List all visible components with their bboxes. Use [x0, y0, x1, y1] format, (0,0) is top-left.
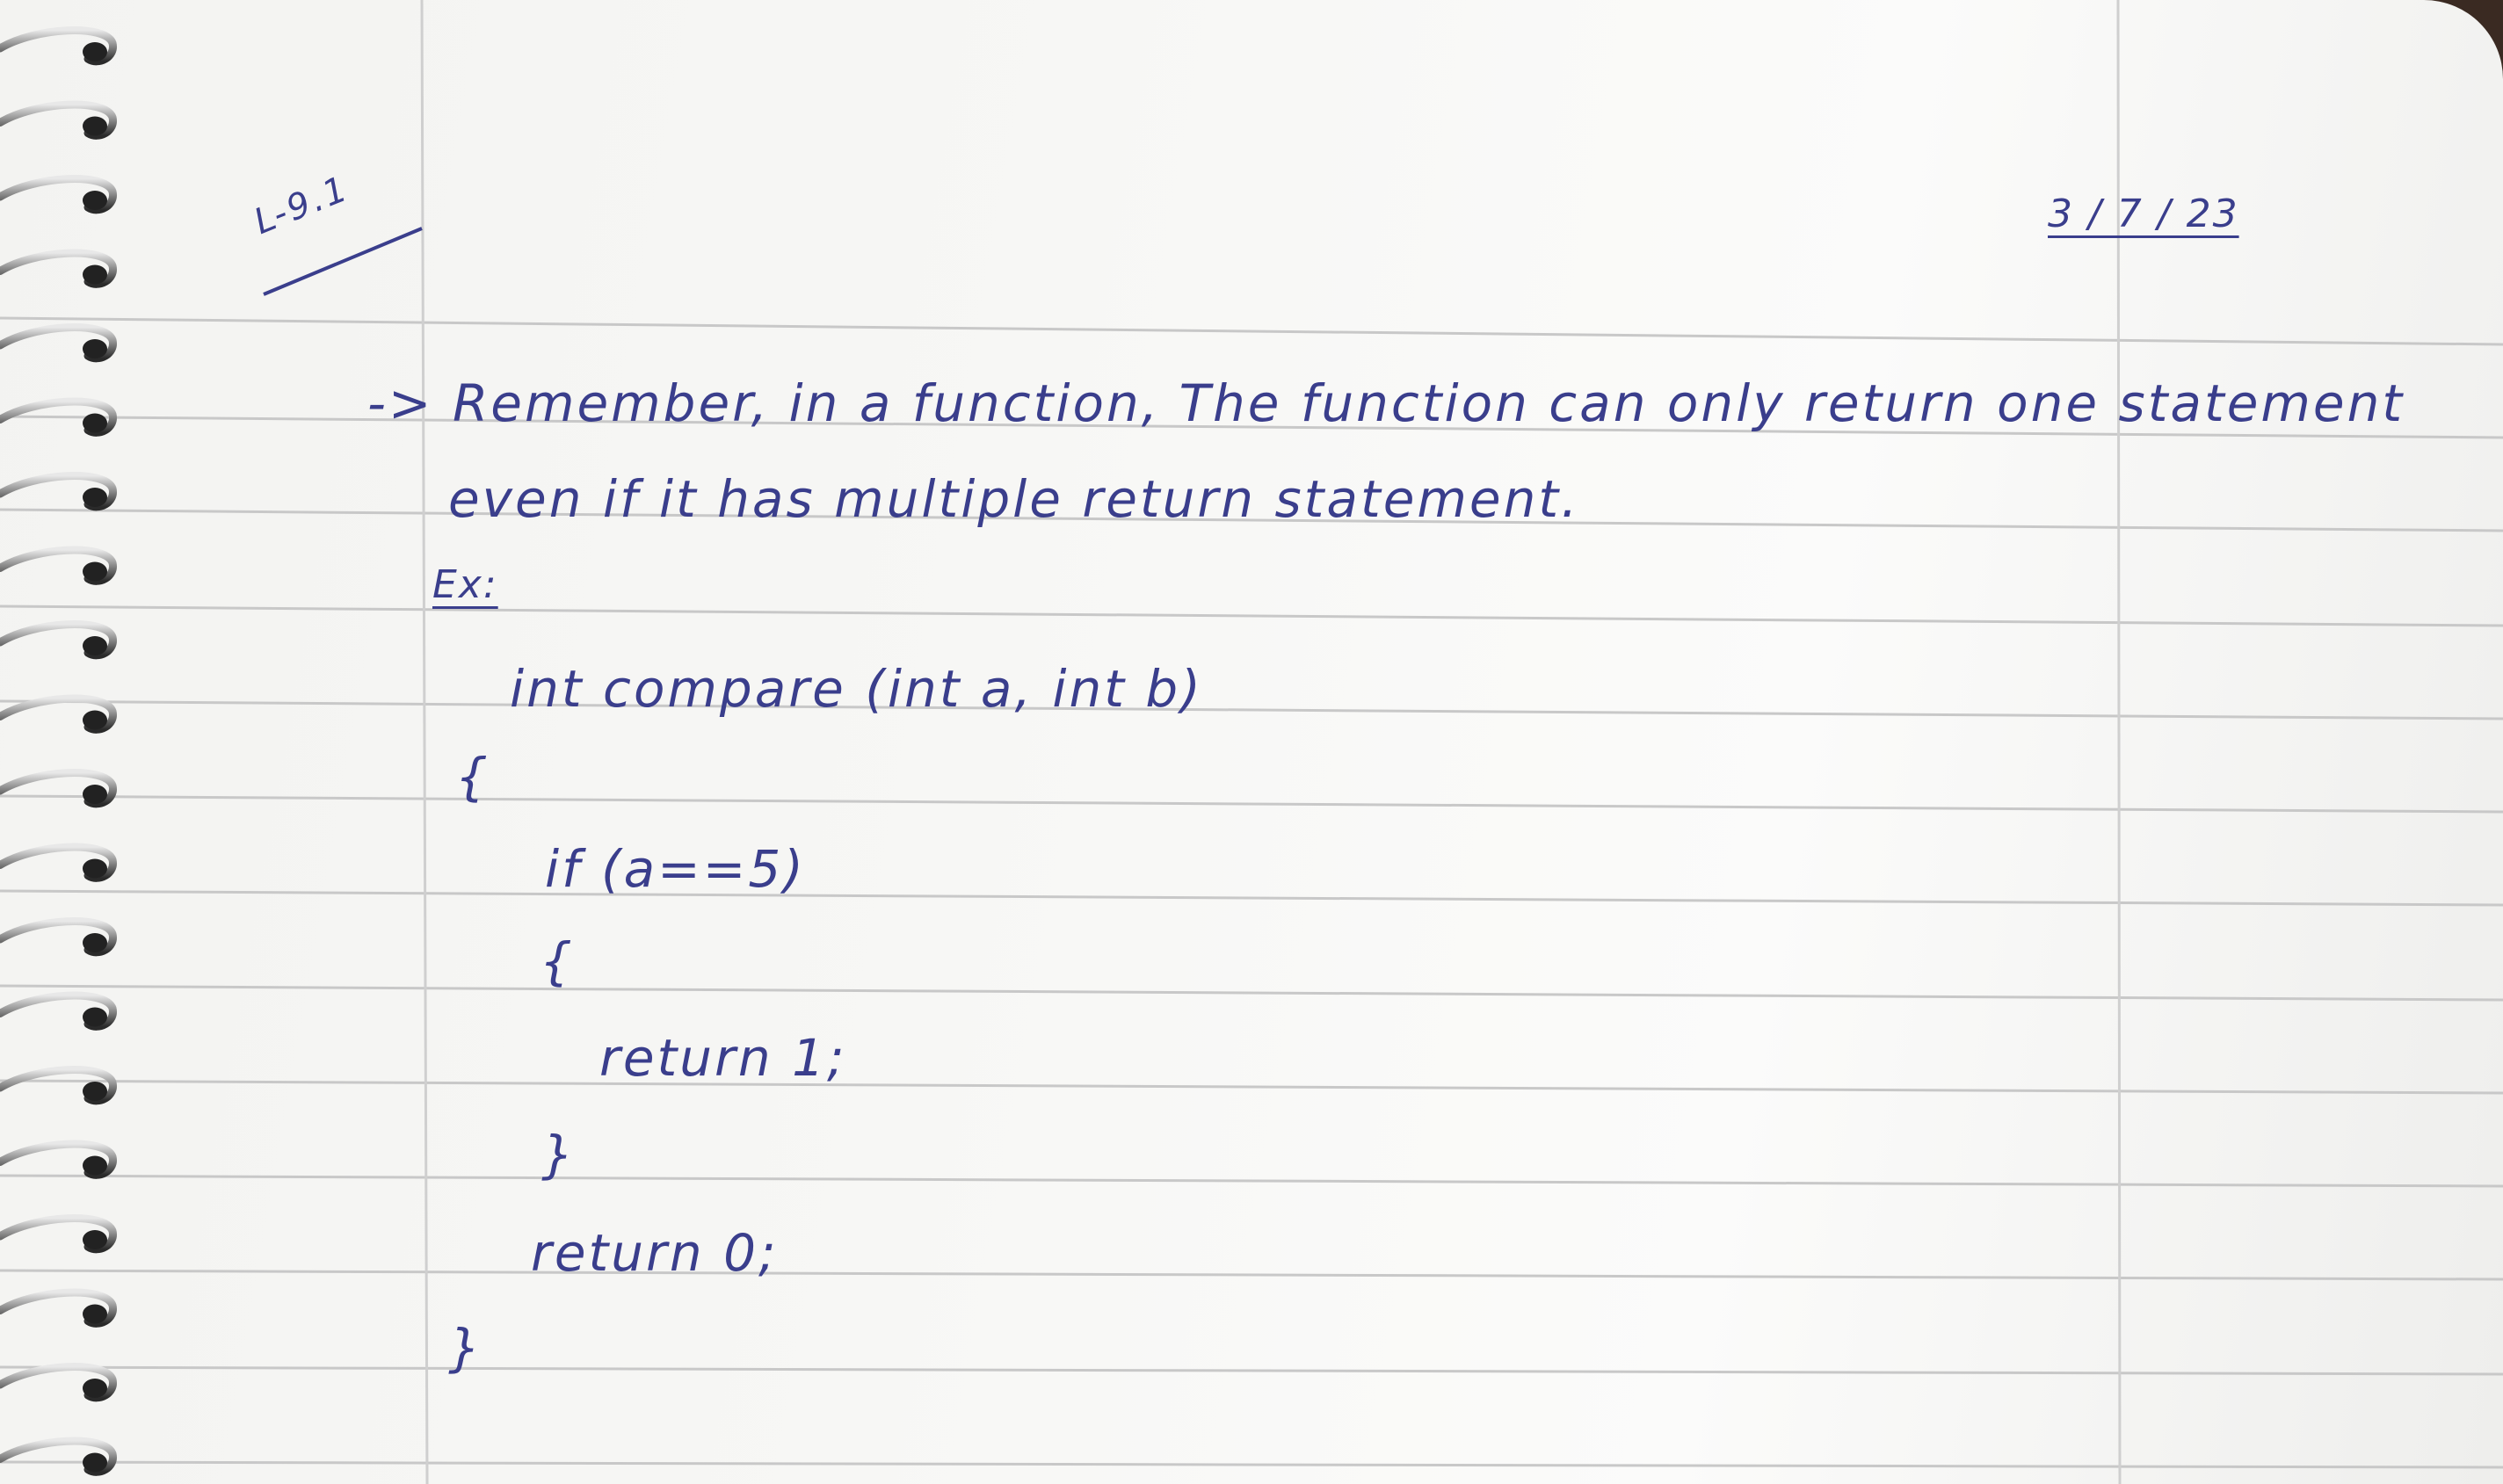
binding-hole	[83, 1156, 107, 1176]
binding-hole	[83, 933, 107, 952]
code-line: }	[541, 1125, 577, 1184]
binding-hole	[83, 562, 107, 582]
binding-hole	[83, 1453, 107, 1473]
binding-hole	[83, 1379, 107, 1398]
note-line-2: even if it has multiple return statement.	[448, 469, 1580, 529]
code-line: return 1;	[599, 1028, 847, 1088]
code-line: {	[455, 747, 490, 807]
reference-underline	[255, 220, 431, 308]
binding-hole	[83, 414, 107, 433]
binding-hole	[83, 636, 107, 655]
binding-hole	[83, 117, 107, 136]
binding-hole	[83, 339, 107, 358]
binding-hole	[83, 1008, 107, 1027]
code-line: return 0;	[531, 1223, 779, 1283]
date: 3 / 7 / 23	[2048, 192, 2239, 236]
binding-hole	[83, 1082, 107, 1101]
binding-hole	[83, 1305, 107, 1324]
binding-hole	[83, 1230, 107, 1249]
binding-hole	[83, 191, 107, 210]
code-line: }	[448, 1318, 483, 1378]
reference-tag: L-9.1	[248, 168, 356, 243]
note-line-1: -> Remember, in a function, The function can only return one statement	[367, 373, 2405, 433]
binding-hole	[83, 265, 107, 285]
spiral-binding	[0, 0, 132, 1484]
binding-hole	[83, 711, 107, 730]
binding-hole	[83, 785, 107, 804]
binding-hole	[83, 42, 107, 62]
code-line: if (a==5)	[545, 839, 806, 899]
example-label: Ex:	[432, 562, 498, 607]
code-line: {	[540, 931, 575, 991]
code-line: int compare (int a, int b)	[510, 659, 1203, 719]
binding-hole	[83, 859, 107, 879]
binding-hole	[83, 488, 107, 507]
